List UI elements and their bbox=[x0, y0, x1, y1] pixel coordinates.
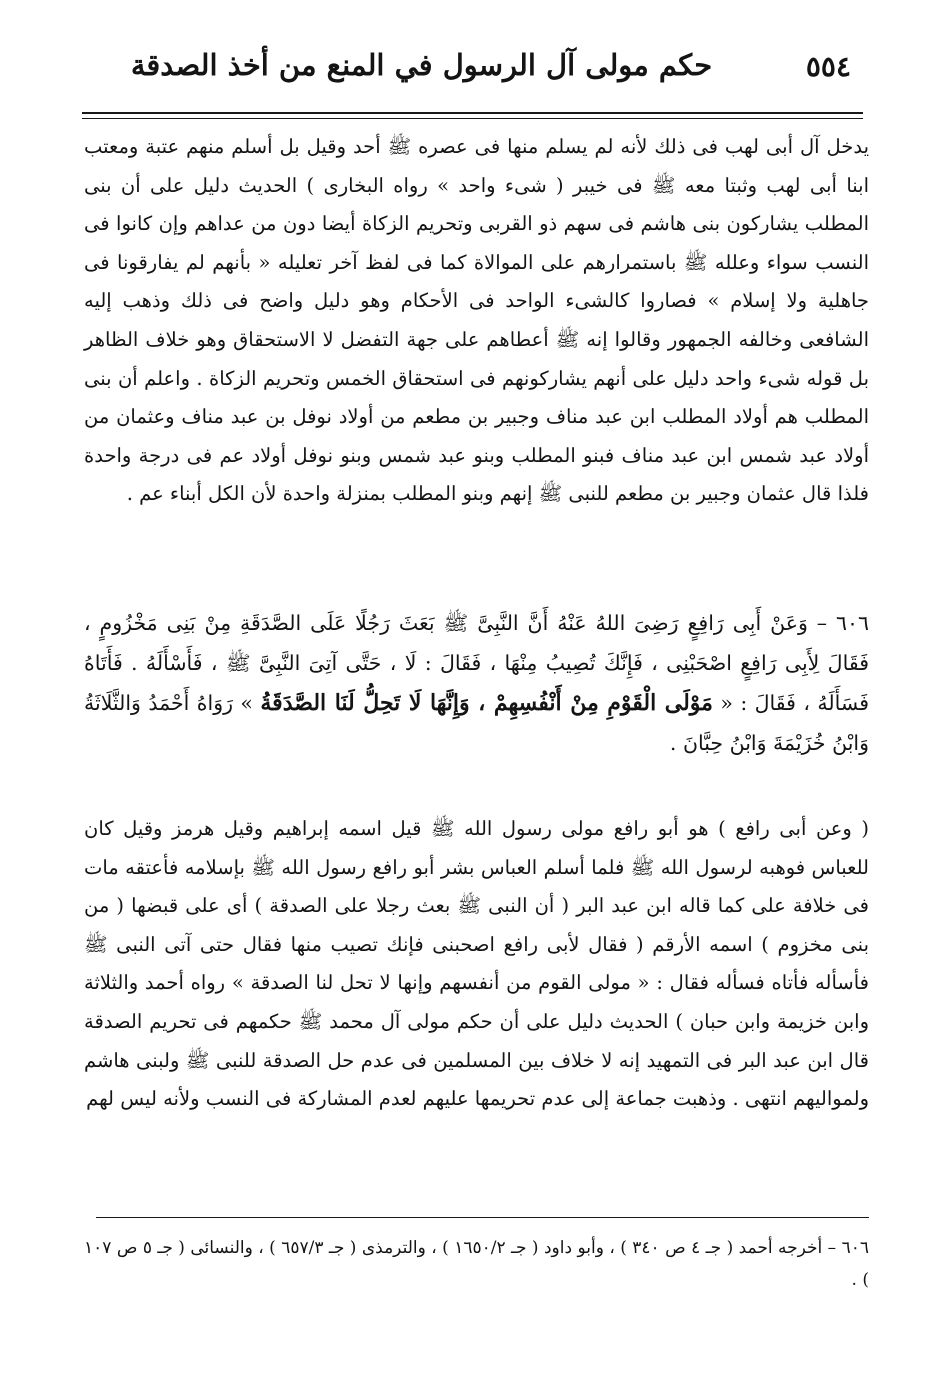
hadith-quote-bold: مَوْلَى الْقَوْمِ مِنْ أَنْفُسِهِمْ ، وَإِنَّهَا لَا تَحِلُّ لَنَا الصَّدَقَةُ bbox=[260, 690, 713, 716]
page-number: ٥٥٤ bbox=[805, 50, 851, 83]
footnote-divider bbox=[96, 1217, 869, 1218]
running-title: حكم مولى آل الرسول في المنع من أخذ الصدقة bbox=[130, 48, 713, 82]
header-divider bbox=[82, 112, 863, 114]
hadith-narration-source: » رَوَاهُ أَحْمَدُ وَالثَّلَاثَةُ وَابْنُ خُزَيْمَةَ وَابْنُ حِبَّانَ . bbox=[84, 691, 869, 755]
footnote: ٦٠٦ – أخرجه أحمد ( جـ ٤ ص ٣٤٠ ) ، وأبو داود ( جـ ١٦٥٠/٢ ) ، والترمذى ( جـ ٦٥٧/٣ ) ، والنسائى ( جـ ٥ ص ١٠٧ ) . bbox=[84, 1238, 869, 1290]
header-divider-thin bbox=[82, 118, 863, 119]
hadith-text: ٦٠٦ – وَعَنْ أَبِى رَافِعٍ رَضِىَ اللهُ عَنْهُ أَنَّ النَّبِىَّ ﷺ بَعَثَ رَجُلًا عَلَى الصَّدَقَةِ مِنْ بَنِى مَخْزُومٍ ، فَقَالَ لِأَبِى رَافِعٍ اصْحَبْنِى ، فَإِنَّكَ تُصِيبُ مِنْهَا ، فَقَالَ : لَا ، حَتَّى آتِىَ النَّبِىَّ ﷺ ، فَأَسْأَلَهُ . فَأَتَاهُ فَسَأَلَهُ ، فَقَالَ : « bbox=[84, 611, 869, 715]
page-header bbox=[82, 46, 851, 106]
commentary-paragraph-1: يدخل آل أبى لهب فى ذلك لأنه لم يسلم منها فى عصره ﷺ أحد وقيل بل أسلم منهم عتبة ومعتب ابنا أبى لهب وثبتا معه ﷺ فى خيبر ( شىء واحد » رواه البخارى ) الحديث دليل على أن بنى المطلب يشاركون بنى هاشم فى سهم ذو القربى وتحريم الزكاة أيضا دون من عداهم وإن كانوا فى النسب سواء وعلله ﷺ باستمرارهم على الموالاة كما فى لفظ آخر تعليله « بأنهم لم يفارقونا فى جاهلية ولا إسلام » فصاروا كالشىء الواحد فى الأحكام وهو دليل واضح فى ذلك وذهب إليه الشافعى وخالفه الجمهور وقالوا إنه ﷺ أعطاهم على جهة التفضل لا الاستحقاق وهو خلاف الظاهر بل قوله شىء واحد دليل على أنهم يشاركونهم فى استحقاق الخمس وتحريم الزكاة . واعلم أن بنى المطلب هم أولاد المطلب ابن عبد مناف وجبير بن مطعم من أولاد نوفل بن عبد مناف وعثمان من أولاد عبد شمس ابن عبد مناف فبنو المطلب وبنو عبد شمس وبنو نوفل أولاد عم فى درجة واحدة فلذا قال عثمان وجبير بن مطعم للنبى ﷺ إنهم وبنو المطلب بمنزلة واحدة لأن الكل أبناء عم . bbox=[84, 135, 869, 506]
commentary-paragraph-2: ( وعن أبى رافع ) هو أبو رافع مولى رسول الله ﷺ قيل اسمه إبراهيم وقيل هرمز وقيل كان للعباس فوهبه لرسول الله ﷺ فلما أسلم العباس بشر أبو رافع رسول الله ﷺ بإسلامه فأعتقه مات فى خلافة على كما قاله ابن عبد البر ( أن النبى ﷺ بعث رجلا على الصدقة ) أى على قبضها ( من بنى مخزوم ) اسمه الأرقم ( فقال لأبى رافع اصحبنى فإنك تصيب منها فقال حتى آتى النبى ﷺ فأسأله فأتاه فسأله فقال : « مولى القوم من أنفسهم وإنها لا تحل لنا الصدقة » رواه أحمد والثلاثة وابن خزيمة وابن حبان ) الحديث دليل على أن حكم مولى آل محمد ﷺ حكمهم فى تحريم الصدقة قال ابن عبد البر فى التمهيد إنه لا خلاف بين المسلمين فى عدم حل الصدقة للنبى ﷺ ولبنى هاشم ولمواليهم انتهى . وذهبت جماعة إلى عدم تحريمها عليهم لعدم المشاركة فى النسب ولأنه ليس لهم bbox=[84, 817, 869, 1111]
hadith-606 bbox=[84, 603, 869, 763]
